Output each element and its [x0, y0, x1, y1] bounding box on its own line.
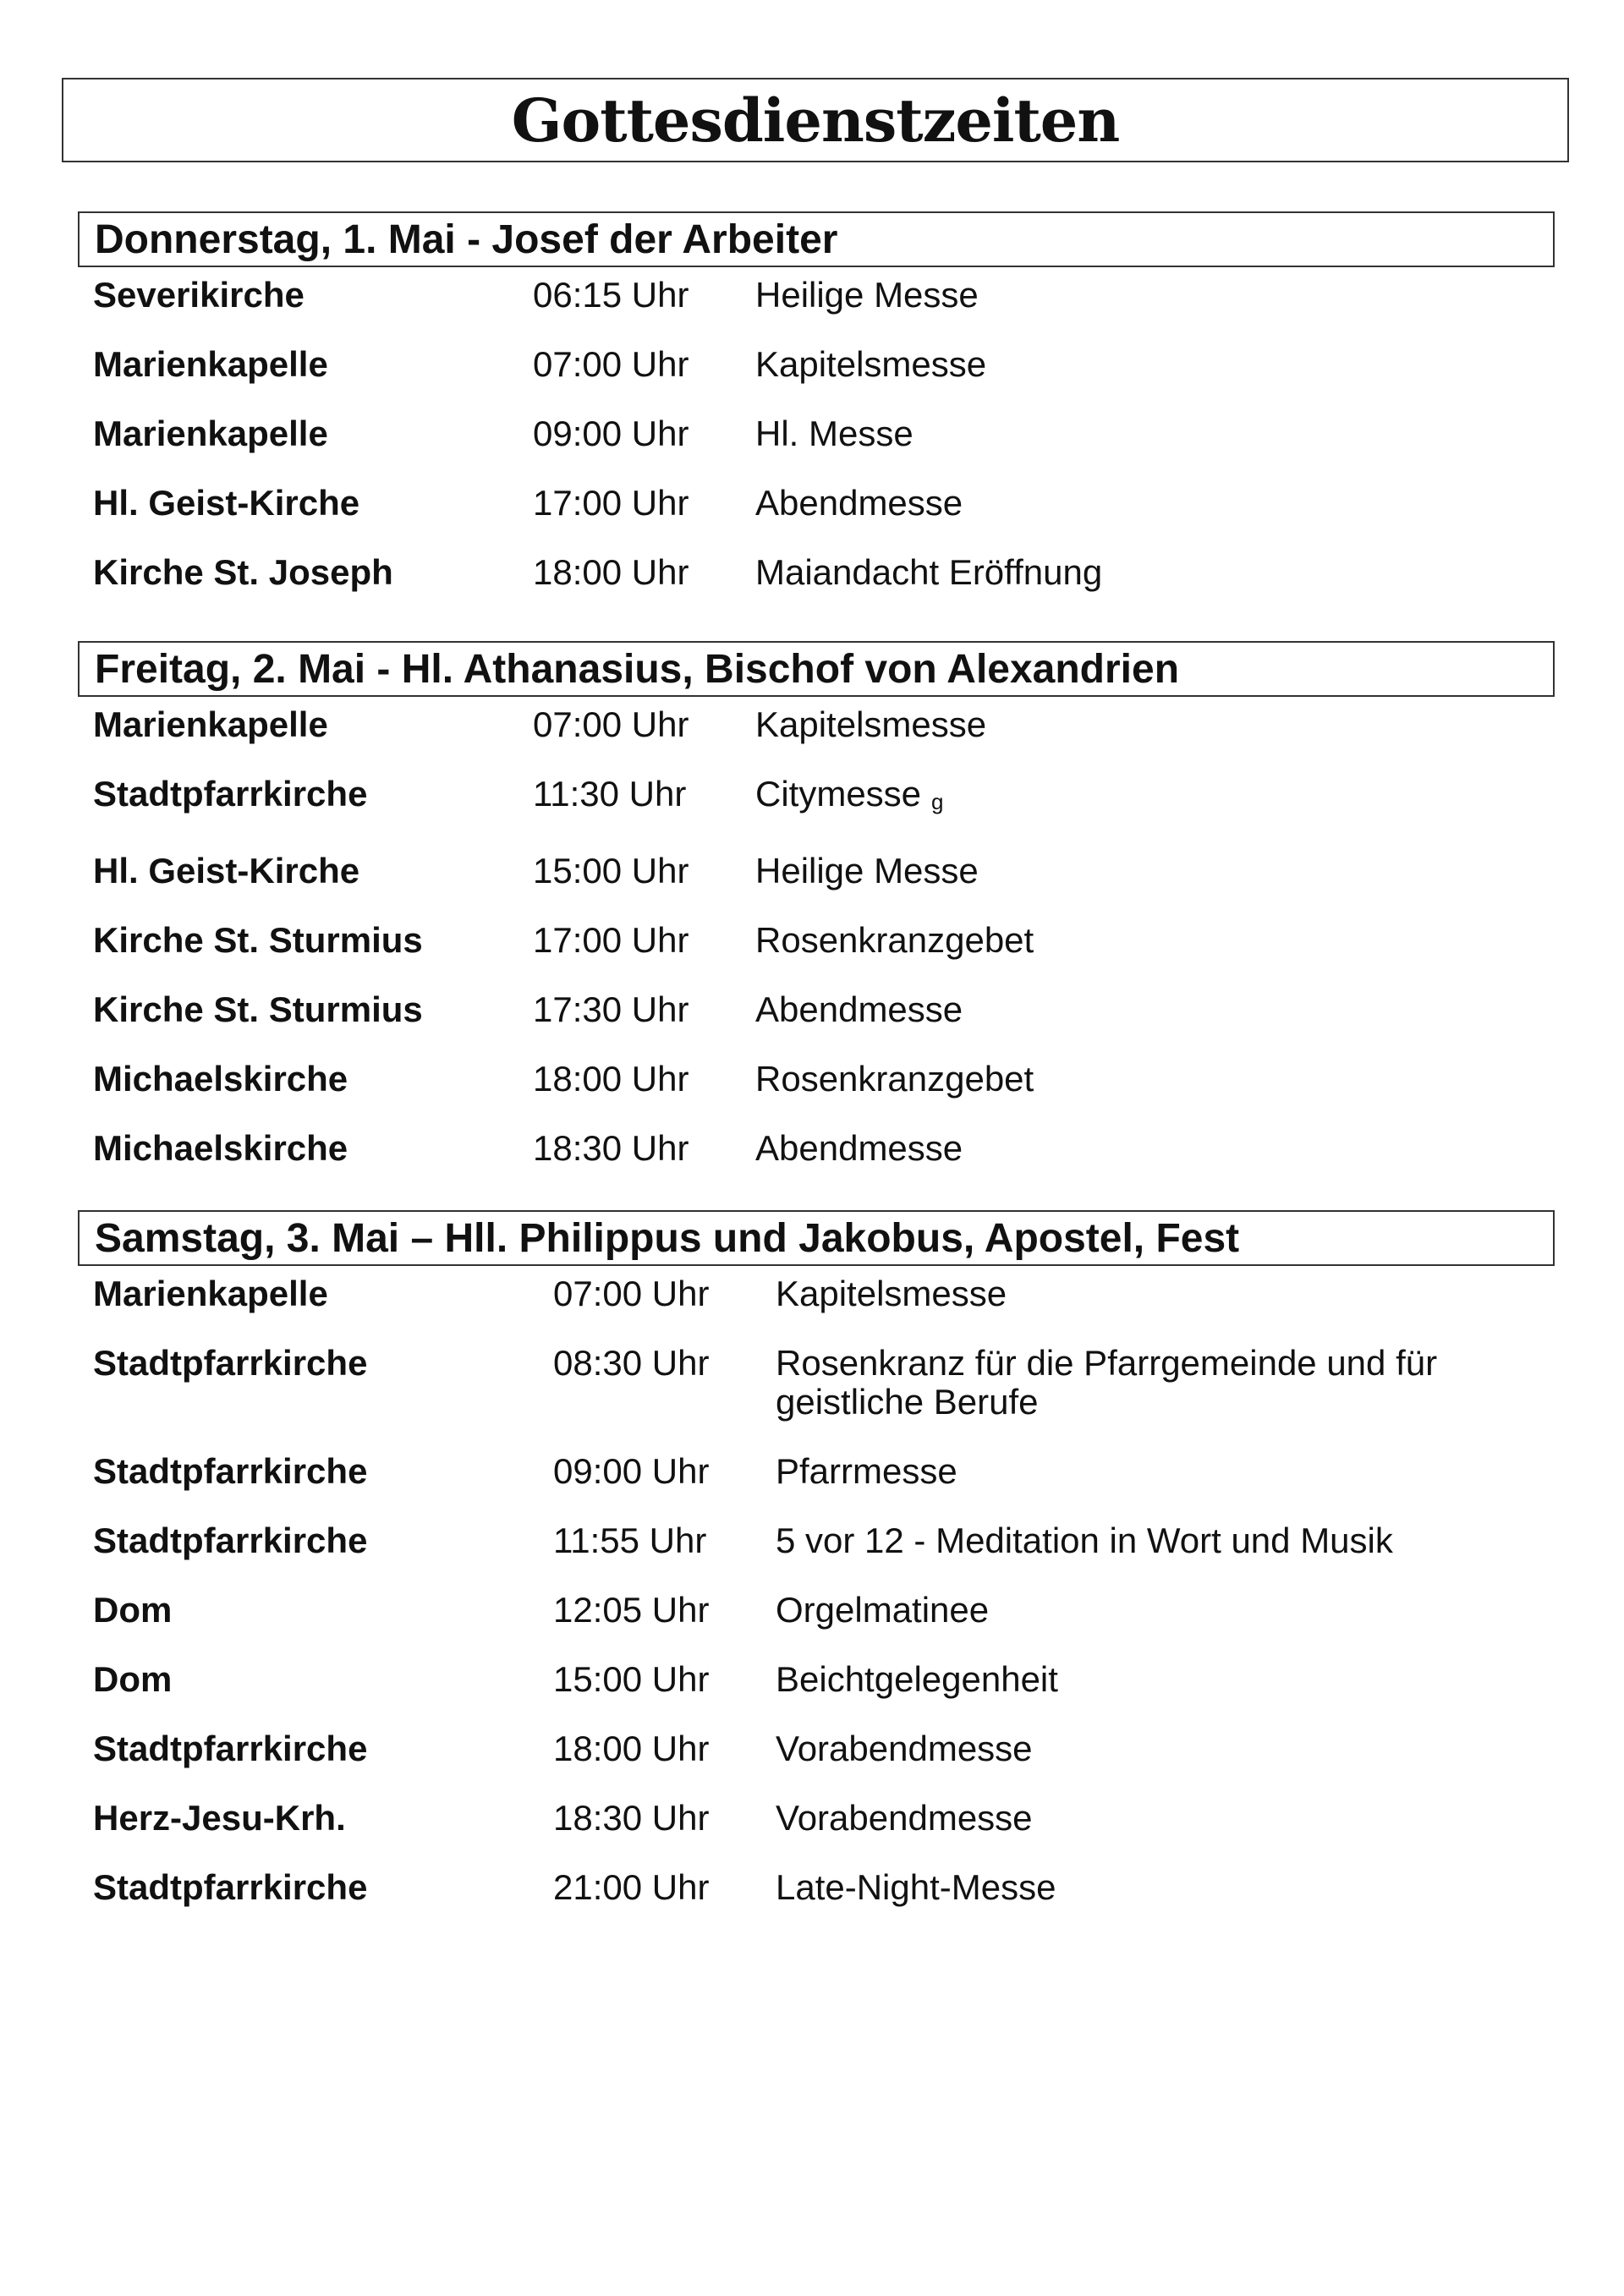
entry-list	[78, 705, 1555, 1198]
list-item	[78, 276, 1555, 345]
entry-place: Hl. Geist-Kirche	[93, 851, 360, 890]
entry-place: Stadtpfarrkirche	[93, 1521, 368, 1560]
list-item	[78, 1799, 1555, 1868]
list-item	[78, 775, 1555, 852]
entry-place: Stadtpfarrkirche	[93, 1729, 368, 1768]
list-item	[78, 705, 1555, 775]
entry-time: 11:55 Uhr	[553, 1521, 707, 1560]
entry-description: 5 vor 12 - Meditation in Wort und Musik	[776, 1521, 1393, 1560]
entry-place: Marienkapelle	[93, 344, 328, 384]
entry-place: Kirche St. Joseph	[93, 552, 393, 592]
entry-time: 17:00 Uhr	[533, 483, 689, 523]
entry-time: 18:30 Uhr	[533, 1128, 689, 1168]
day-header: Samstag, 3. Mai – Hll. Philippus und Jakobus, Apostel, Fest	[78, 1210, 1555, 1266]
list-item	[78, 1660, 1555, 1729]
entry-place: Marienkapelle	[93, 704, 328, 744]
entry-place: Michaelskirche	[93, 1059, 348, 1099]
list-item	[78, 1868, 1555, 1937]
entry-description: Vorabendmesse	[776, 1729, 1033, 1768]
entry-time: 11:30 Uhr	[533, 774, 687, 814]
entry-time: 07:00 Uhr	[553, 1274, 710, 1313]
day-header: Donnerstag, 1. Mai - Josef der Arbeiter	[78, 211, 1555, 267]
entry-place: Marienkapelle	[93, 414, 328, 453]
entry-time: 07:00 Uhr	[533, 344, 689, 384]
entry-place: Severikirche	[93, 275, 304, 315]
entry-description: Maiandacht Eröffnung	[755, 552, 1103, 592]
entry-description: Vorabendmesse	[776, 1798, 1033, 1838]
entry-note: g	[931, 789, 944, 814]
entry-time: 08:30 Uhr	[553, 1343, 710, 1383]
entry-description: Kapitelsmesse	[776, 1274, 1007, 1313]
entry-description: Kapitelsmesse	[755, 344, 987, 384]
entry-time: 06:15 Uhr	[533, 275, 689, 315]
entry-description	[755, 775, 1555, 821]
entry-description: Kapitelsmesse	[755, 704, 987, 744]
list-item	[78, 852, 1555, 921]
entry-description: Rosenkranz für die Pfarrgemeinde und für geistliche Berufe	[776, 1343, 1438, 1422]
list-item	[78, 484, 1555, 553]
entry-place: Michaelskirche	[93, 1128, 348, 1168]
day-section-friday	[78, 641, 1555, 1198]
list-item	[78, 1344, 1555, 1452]
entry-description: Beichtgelegenheit	[776, 1659, 1058, 1699]
entry-list	[78, 276, 1555, 622]
list-item	[78, 1274, 1555, 1344]
entry-place: Marienkapelle	[93, 1274, 328, 1313]
day-section-saturday	[78, 1210, 1555, 1937]
entry-time: 15:00 Uhr	[553, 1659, 710, 1699]
entry-place: Stadtpfarrkirche	[93, 1451, 368, 1491]
day-section-thursday	[78, 211, 1555, 622]
list-item	[78, 1591, 1555, 1660]
entry-place: Hl. Geist-Kirche	[93, 483, 360, 523]
title-box	[62, 78, 1569, 162]
entry-time: 07:00 Uhr	[533, 704, 689, 744]
entry-time: 18:30 Uhr	[553, 1798, 710, 1838]
list-item	[78, 921, 1555, 990]
list-item	[78, 1521, 1555, 1591]
page-title: Gottesdienstzeiten	[511, 85, 1120, 156]
entry-time: 18:00 Uhr	[533, 1059, 689, 1099]
entry-time: 15:00 Uhr	[533, 851, 689, 890]
entry-time: 18:00 Uhr	[553, 1729, 710, 1768]
entry-description: Abendmesse	[755, 483, 963, 523]
entry-description: Late-Night-Messe	[776, 1867, 1056, 1907]
entry-description: Heilige Messe	[755, 275, 979, 315]
list-item	[78, 990, 1555, 1060]
entry-time: 21:00 Uhr	[553, 1867, 710, 1907]
entry-place: Stadtpfarrkirche	[93, 774, 368, 814]
list-item	[78, 1729, 1555, 1799]
entry-place: Stadtpfarrkirche	[93, 1867, 368, 1907]
list-item	[78, 553, 1555, 622]
entry-time: 17:30 Uhr	[533, 989, 689, 1029]
list-item	[78, 1452, 1555, 1521]
day-header: Freitag, 2. Mai - Hl. Athanasius, Bischof von Alexandrien	[78, 641, 1555, 697]
entry-description: Rosenkranzgebet	[755, 920, 1034, 960]
entry-time: 18:00 Uhr	[533, 552, 689, 592]
entry-time: 09:00 Uhr	[533, 414, 689, 453]
entry-place: Kirche St. Sturmius	[93, 920, 423, 960]
entry-description: Orgelmatinee	[776, 1590, 990, 1630]
entry-description: Hl. Messe	[755, 414, 914, 453]
entry-description: Pfarrmesse	[776, 1451, 957, 1491]
entry-time: 12:05 Uhr	[553, 1590, 710, 1630]
entry-list	[78, 1274, 1555, 1937]
entry-place: Kirche St. Sturmius	[93, 989, 423, 1029]
list-item	[78, 1129, 1555, 1198]
list-item	[78, 414, 1555, 484]
entry-description: Heilige Messe	[755, 851, 979, 890]
entry-time: 09:00 Uhr	[553, 1451, 710, 1491]
entry-description: Abendmesse	[755, 989, 963, 1029]
entry-description-text: Citymesse	[755, 774, 922, 814]
list-item	[78, 1060, 1555, 1129]
entry-place: Herz-Jesu-Krh.	[93, 1798, 346, 1838]
entry-time: 17:00 Uhr	[533, 920, 689, 960]
entry-place: Stadtpfarrkirche	[93, 1343, 368, 1383]
entry-place: Dom	[93, 1590, 173, 1630]
list-item	[78, 345, 1555, 414]
entry-description: Abendmesse	[755, 1128, 963, 1168]
entry-place: Dom	[93, 1659, 173, 1699]
entry-description: Rosenkranzgebet	[755, 1059, 1034, 1099]
